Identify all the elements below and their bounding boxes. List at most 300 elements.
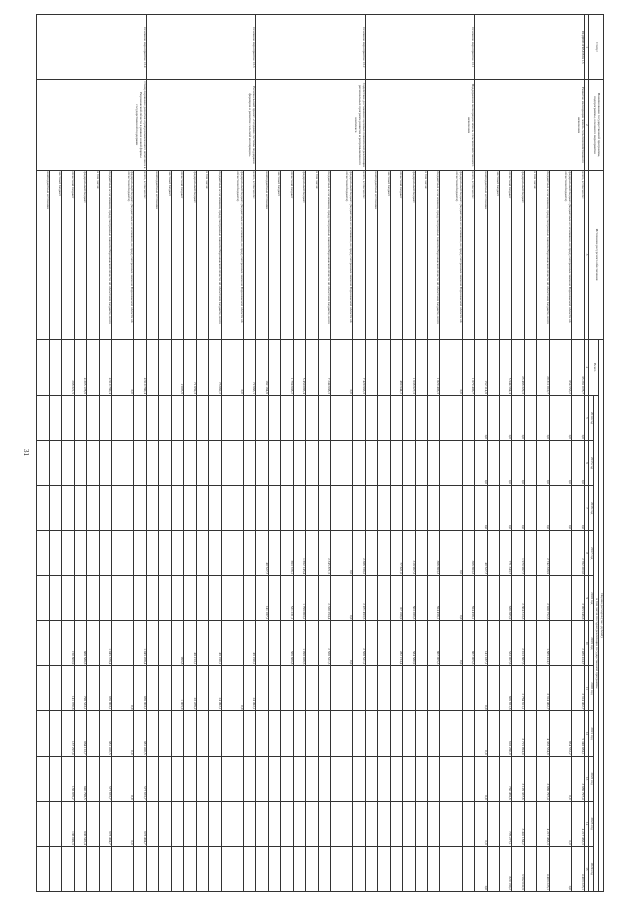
cell-year-value (37, 846, 50, 891)
row-funding-source: федеральный бюджет (бюджетные ассигнования, не предусмотренные законом Воронежской области об областном бюджете) (112, 170, 134, 339)
cell-year-value: 0,0 (475, 395, 487, 440)
cell-year-value (209, 485, 221, 530)
header-source: Источники ресурсного обеспечения (589, 170, 604, 339)
cell-year-value (171, 530, 183, 575)
cell-year-value (293, 440, 305, 485)
cell-year-value: 2 330 294,4 (318, 575, 330, 620)
cell-year-value (353, 846, 365, 891)
cell-year-value: 0,0 (549, 485, 571, 530)
column-index: 15 (584, 846, 589, 891)
cell-year-value (318, 440, 330, 485)
cell-year-value: 141 187,1 (475, 620, 487, 665)
row-funding-source: федеральный бюджет (184, 170, 196, 339)
cell-year-value: 0,0 (549, 801, 571, 846)
column-index: 1 (584, 14, 589, 79)
header-year: 2024 год (589, 846, 594, 891)
row-funding-source: внебюджетные источники (365, 170, 377, 339)
cell-year-value: 820 190,2 (500, 846, 512, 891)
cell-year-value (62, 846, 74, 891)
cell-year-value (146, 710, 158, 755)
cell-year-value (243, 710, 255, 755)
cell-year-value (487, 485, 499, 530)
cell-year-value: 3 965 946,6 (572, 575, 584, 620)
cell-year-value: 2 568 521,2 (353, 620, 365, 665)
cell-year-value: 569 669,8 (281, 620, 293, 665)
budget-table-sheet (36, 14, 604, 892)
cell-year-value (37, 575, 50, 620)
cell-year-value (184, 846, 196, 891)
cell-year-value (112, 395, 134, 440)
cell-total: 4 305 178,9 (74, 339, 86, 395)
cell-year-value (427, 846, 439, 891)
cell-year-value (403, 665, 415, 710)
cell-year-value (49, 801, 61, 846)
cell-year-value: 798 533,1 (74, 665, 86, 710)
cell-year-value: 584 580,9 (403, 620, 415, 665)
cell-year-value: 888 588,6 (74, 620, 86, 665)
cell-year-value (112, 620, 134, 665)
cell-year-value: 49 190,1 (209, 620, 221, 665)
cell-year-value (427, 665, 439, 710)
cell-year-value (134, 846, 146, 891)
cell-year-value (221, 395, 243, 440)
cell-year-value (415, 395, 427, 440)
cell-year-value: 0,0 (475, 710, 487, 755)
cell-year-value (268, 620, 280, 665)
cell-year-value: 0,0 (330, 620, 352, 665)
cell-year-value (440, 846, 462, 891)
cell-year-value: 4 217 463,3 (537, 801, 549, 846)
row-funding-source: федеральный бюджет (512, 170, 524, 339)
cell-year-value: 1 005,9 (171, 665, 183, 710)
cell-year-value (62, 440, 74, 485)
cell-year-value (146, 756, 158, 801)
cell-year-value (37, 710, 50, 755)
cell-year-value (196, 710, 208, 755)
cell-year-value (159, 485, 171, 530)
cell-year-value: 854 553,2 (549, 710, 571, 755)
cell-year-value (440, 710, 462, 755)
cell-year-value (243, 440, 255, 485)
cell-year-value (390, 665, 402, 710)
cell-year-value: 973 494,7 (134, 801, 146, 846)
cell-year-value (390, 485, 402, 530)
cell-year-value (462, 710, 474, 755)
cell-year-value (330, 485, 352, 530)
cell-year-value: 3 889 797,4 (537, 756, 549, 801)
cell-year-value: 0,0 (475, 440, 487, 485)
cell-year-value (440, 440, 462, 485)
cell-year-value: 0,0 (512, 395, 524, 440)
cell-year-value (37, 440, 50, 485)
cell-year-value (318, 846, 330, 891)
cell-year-value (415, 440, 427, 485)
cell-year-value (318, 485, 330, 530)
cell-year-value (330, 756, 352, 801)
cell-year-value: 533 907,6 (500, 620, 512, 665)
cell-year-value: 49 190,1 (243, 620, 255, 665)
cell-year-value: 4 217 463,3 (572, 801, 584, 846)
cell-year-value: 3 715 094,0 (512, 710, 524, 755)
cell-year-value (243, 756, 255, 801)
table-row (243, 14, 255, 891)
column-index: 4 (584, 339, 589, 395)
cell-year-value (99, 485, 111, 530)
header-year: 2016 год (589, 485, 594, 530)
cell-year-value (37, 801, 50, 846)
cell-year-value (171, 801, 183, 846)
cell-year-value (281, 801, 293, 846)
cell-year-value (281, 846, 293, 891)
cell-year-value (209, 530, 221, 575)
cell-year-value (378, 846, 390, 891)
cell-year-value (524, 440, 536, 485)
cell-year-value: 0,0 (512, 485, 524, 530)
cell-year-value (99, 846, 111, 891)
cell-year-value (209, 846, 221, 891)
cell-year-value: 0,0 (330, 530, 352, 575)
row-funding-source: всего, в том числе: (243, 170, 255, 339)
cell-year-value (293, 801, 305, 846)
cell-year-value (403, 756, 415, 801)
cell-year-value (293, 756, 305, 801)
cell-year-value (427, 756, 439, 801)
cell-year-value: 693 726,1 (281, 530, 293, 575)
cell-year-value: 137 297,0 (62, 710, 74, 755)
cell-year-value (378, 440, 390, 485)
header-estimate: Оценка расходов (тыс. рублей) (599, 339, 604, 891)
cell-year-value (196, 485, 208, 530)
cell-year-value: 1 799 063,2 (293, 575, 305, 620)
row-funding-source: внебюджетные источники (146, 170, 158, 339)
cell-year-value: 0,0 (537, 485, 549, 530)
row-funding-source: внебюджетные источники (37, 170, 50, 339)
cell-year-value (134, 440, 146, 485)
cell-year-value (49, 395, 61, 440)
row-funding-source: бюджетные ассигнования, предусмотренные законом Воронежской области об областном бюджете, всего (427, 170, 439, 339)
column-index: 12 (584, 710, 589, 755)
row-funding-source: в том числе: (87, 170, 99, 339)
cell-year-value (209, 395, 221, 440)
cell-year-value: 2 013 667,5 (512, 620, 524, 665)
cell-year-value (146, 440, 158, 485)
cell-year-value (378, 665, 390, 710)
page-number: 31 (22, 449, 30, 456)
row-funding-source: федеральный бюджет (бюджетные ассигнования, не предусмотренные законом Воронежской области об областном бюджете) (221, 170, 243, 339)
cell-total (365, 339, 377, 395)
cell-year-value (184, 575, 196, 620)
cell-year-value: 867 005,3 (462, 620, 474, 665)
header-year: 2021 год (589, 710, 594, 755)
cell-total: 0,0 (112, 339, 134, 395)
cell-year-value (330, 440, 352, 485)
cell-year-value (306, 575, 318, 620)
cell-year-value: 87 168,9 (390, 575, 402, 620)
cell-year-value (243, 395, 255, 440)
cell-year-value (62, 530, 74, 575)
cell-year-value (268, 530, 280, 575)
cell-year-value (196, 530, 208, 575)
row-funding-source: федеральный бюджет (бюджетные ассигнования, не предусмотренные законом Воронежской области об областном бюджете) (330, 170, 352, 339)
cell-year-value (196, 575, 208, 620)
cell-year-value: 1 885 414,7 (537, 620, 549, 665)
cell-year-value (524, 801, 536, 846)
cell-year-value (487, 846, 499, 891)
row-funding-source: в том числе: (415, 170, 427, 339)
cell-year-value (281, 756, 293, 801)
row-funding-source: областной бюджет (281, 170, 293, 339)
cell-year-value (268, 710, 280, 755)
cell-year-value (87, 575, 99, 620)
cell-year-value: 136 876,2 (62, 756, 74, 801)
cell-year-value (159, 665, 171, 710)
cell-total (378, 339, 390, 395)
cell-year-value: 23 476,2 (184, 665, 196, 710)
cell-year-value (209, 801, 221, 846)
cell-year-value (221, 846, 243, 891)
cell-year-value: 3 129 337,6 (512, 756, 524, 801)
cell-year-value (365, 395, 377, 440)
header-year: 2019 год (589, 620, 594, 665)
cell-year-value: 771 343,7 (500, 530, 512, 575)
cell-total: 854 553,2 (549, 339, 571, 395)
cell-year-value (440, 801, 462, 846)
cell-year-value (196, 620, 208, 665)
table-row (572, 14, 584, 891)
cell-year-value (524, 575, 536, 620)
row-status: Основное мероприятие 13.4 (37, 14, 147, 79)
cell-year-value (440, 485, 462, 530)
row-status: Основное мероприятие 13.3 (146, 14, 255, 79)
cell-year-value (159, 801, 171, 846)
cell-year-value (353, 756, 365, 801)
cell-year-value (256, 756, 268, 801)
cell-total: 73 682,2 (209, 339, 221, 395)
cell-year-value: 366 683,3 (427, 530, 439, 575)
cell-year-value (415, 756, 427, 801)
cell-year-value: 77 621,0 (390, 530, 402, 575)
cell-year-value: 3 314 462,7 (572, 665, 584, 710)
cell-year-value (171, 395, 183, 440)
row-status: Основное мероприятие 13.1 (365, 14, 474, 79)
cell-total (268, 339, 280, 395)
cell-year-value (353, 440, 365, 485)
cell-year-value (365, 485, 377, 530)
row-program-name: Развитие мелиорации земель сельскохозяйственного назначения (475, 79, 584, 169)
cell-year-value (487, 756, 499, 801)
header-name: Наименование государственной программы, подпрограммы, основного мероприятия (589, 79, 604, 169)
cell-year-value (146, 801, 158, 846)
cell-year-value: 0,0 (475, 756, 487, 801)
cell-year-value (487, 620, 499, 665)
cell-year-value (134, 575, 146, 620)
cell-year-value (524, 530, 536, 575)
cell-year-value: 4 403 223,1 (572, 846, 584, 891)
cell-year-value (353, 710, 365, 755)
row-funding-source: бюджетные ассигнования, предусмотренные законом Воронежской области об областном бюджете, всего (318, 170, 330, 339)
cell-year-value (87, 710, 99, 755)
cell-total (306, 339, 318, 395)
row-funding-source: бюджетные ассигнования, предусмотренные законом Воронежской области об областном бюджете, всего (537, 170, 549, 339)
cell-year-value (415, 665, 427, 710)
cell-year-value (196, 756, 208, 801)
row-funding-source: федеральный бюджет (293, 170, 305, 339)
cell-year-value (49, 575, 61, 620)
cell-year-value (184, 530, 196, 575)
column-index: 10 (584, 620, 589, 665)
cell-year-value (87, 846, 99, 891)
cell-year-value (171, 846, 183, 891)
cell-year-value (256, 395, 268, 440)
header-year: 2018 год (589, 575, 594, 620)
cell-year-value: 2 471 493,5 (353, 575, 365, 620)
cell-year-value (293, 710, 305, 755)
cell-year-value (378, 575, 390, 620)
cell-total: 4 910 780,4 (134, 339, 146, 395)
cell-total: 5 450 085,4 (293, 339, 305, 395)
cell-year-value: 0,0 (475, 485, 487, 530)
cell-year-value (365, 756, 377, 801)
cell-year-value: 24 492,1 (209, 665, 221, 710)
cell-year-value (378, 756, 390, 801)
cell-year-value (462, 440, 474, 485)
cell-year-value (221, 801, 243, 846)
cell-year-value: 2 345 871,5 (318, 530, 330, 575)
cell-year-value: 0,0 (549, 395, 571, 440)
row-funding-source: в том числе: (306, 170, 318, 339)
cell-year-value (365, 846, 377, 891)
cell-year-value (306, 620, 318, 665)
row-funding-source: областной бюджет (500, 170, 512, 339)
cell-year-value (243, 575, 255, 620)
cell-year-value (243, 530, 255, 575)
cell-year-value (440, 756, 462, 801)
cell-year-value (524, 665, 536, 710)
cell-year-value (146, 620, 158, 665)
cell-year-value (221, 575, 243, 620)
cell-total: 182 184,8 (256, 339, 268, 395)
table-header (584, 14, 603, 891)
cell-year-value: 609 651,6 (500, 665, 512, 710)
row-funding-source: федеральный бюджет (403, 170, 415, 339)
cell-year-value (256, 710, 268, 755)
cell-year-value: 2 304 313,3 (512, 575, 524, 620)
row-funding-source: областной бюджет (390, 170, 402, 339)
cell-year-value: 282 154,4 (390, 620, 402, 665)
cell-year-value (74, 575, 86, 620)
cell-year-value (268, 485, 280, 530)
cell-year-value (415, 620, 427, 665)
cell-year-value: 1 998 026,5 (293, 620, 305, 665)
cell-year-value (306, 530, 318, 575)
cell-year-value (365, 440, 377, 485)
cell-year-value (49, 710, 61, 755)
cell-year-value: 0,0 (549, 440, 571, 485)
cell-year-value (390, 846, 402, 891)
cell-year-value (462, 756, 474, 801)
cell-year-value: 2 386 739,2 (353, 530, 365, 575)
row-funding-source: в том числе: (524, 170, 536, 339)
cell-year-value (462, 801, 474, 846)
cell-year-value (146, 846, 158, 891)
cell-year-value (134, 530, 146, 575)
cell-year-value (415, 575, 427, 620)
cell-year-value (281, 440, 293, 485)
cell-year-value (256, 665, 268, 710)
cell-year-value (37, 395, 50, 440)
cell-year-value (330, 846, 352, 891)
cell-year-value (184, 440, 196, 485)
cell-year-value (87, 665, 99, 710)
cell-year-value: 577 672,7 (99, 756, 111, 801)
cell-year-value (524, 395, 536, 440)
cell-year-value: 0,0 (221, 665, 243, 710)
cell-year-value (281, 485, 293, 530)
row-funding-source: федеральный бюджет (74, 170, 86, 339)
cell-total: 2 005,9 (171, 339, 183, 395)
cell-year-value: 973 494,7 (99, 801, 111, 846)
cell-year-value: 2 764 811,1 (512, 665, 524, 710)
cell-year-value (365, 801, 377, 846)
header-year: 2023 год (589, 801, 594, 846)
cell-year-value (171, 575, 183, 620)
cell-year-value: 840 796,5 (74, 756, 86, 801)
cell-year-value (256, 846, 268, 891)
cell-year-value (293, 395, 305, 440)
row-funding-source: всего, в том числе: (353, 170, 365, 339)
cell-year-value (159, 710, 171, 755)
cell-year-value: 1 045 378,4 (99, 620, 111, 665)
cell-year-value (221, 485, 243, 530)
cell-year-value: 0,0 (440, 620, 462, 665)
cell-year-value (390, 756, 402, 801)
cell-year-value (549, 620, 571, 665)
cell-year-value: 0,0 (500, 440, 512, 485)
cell-year-value (196, 801, 208, 846)
cell-year-value: 776 277,1 (500, 801, 512, 846)
cell-year-value: 760 459,8 (500, 756, 512, 801)
cell-year-value (487, 665, 499, 710)
cell-year-value (403, 710, 415, 755)
cell-total: 7 420 993,3 (353, 339, 365, 395)
cell-year-value (365, 710, 377, 755)
table-row (353, 14, 365, 891)
cell-year-value (256, 440, 268, 485)
cell-year-value (99, 395, 111, 440)
cell-total (524, 339, 536, 395)
cell-year-value (99, 440, 111, 485)
cell-year-value (243, 485, 255, 530)
cell-year-value (330, 710, 352, 755)
cell-year-value (74, 846, 86, 891)
column-index: 5 (584, 395, 589, 440)
cell-year-value (306, 485, 318, 530)
cell-year-value (353, 485, 365, 530)
cell-year-value (268, 395, 280, 440)
cell-year-value (221, 530, 243, 575)
column-index: 13 (584, 756, 589, 801)
cell-year-value: 2 742 338,9 (537, 530, 549, 575)
cell-year-value: 0,0 (330, 575, 352, 620)
cell-year-value (306, 801, 318, 846)
column-index: 14 (584, 801, 589, 846)
cell-year-value (403, 395, 415, 440)
cell-year-value (281, 710, 293, 755)
cell-year-value (353, 665, 365, 710)
cell-year-value (306, 710, 318, 755)
cell-year-value (243, 846, 255, 891)
cell-year-value (318, 710, 330, 755)
